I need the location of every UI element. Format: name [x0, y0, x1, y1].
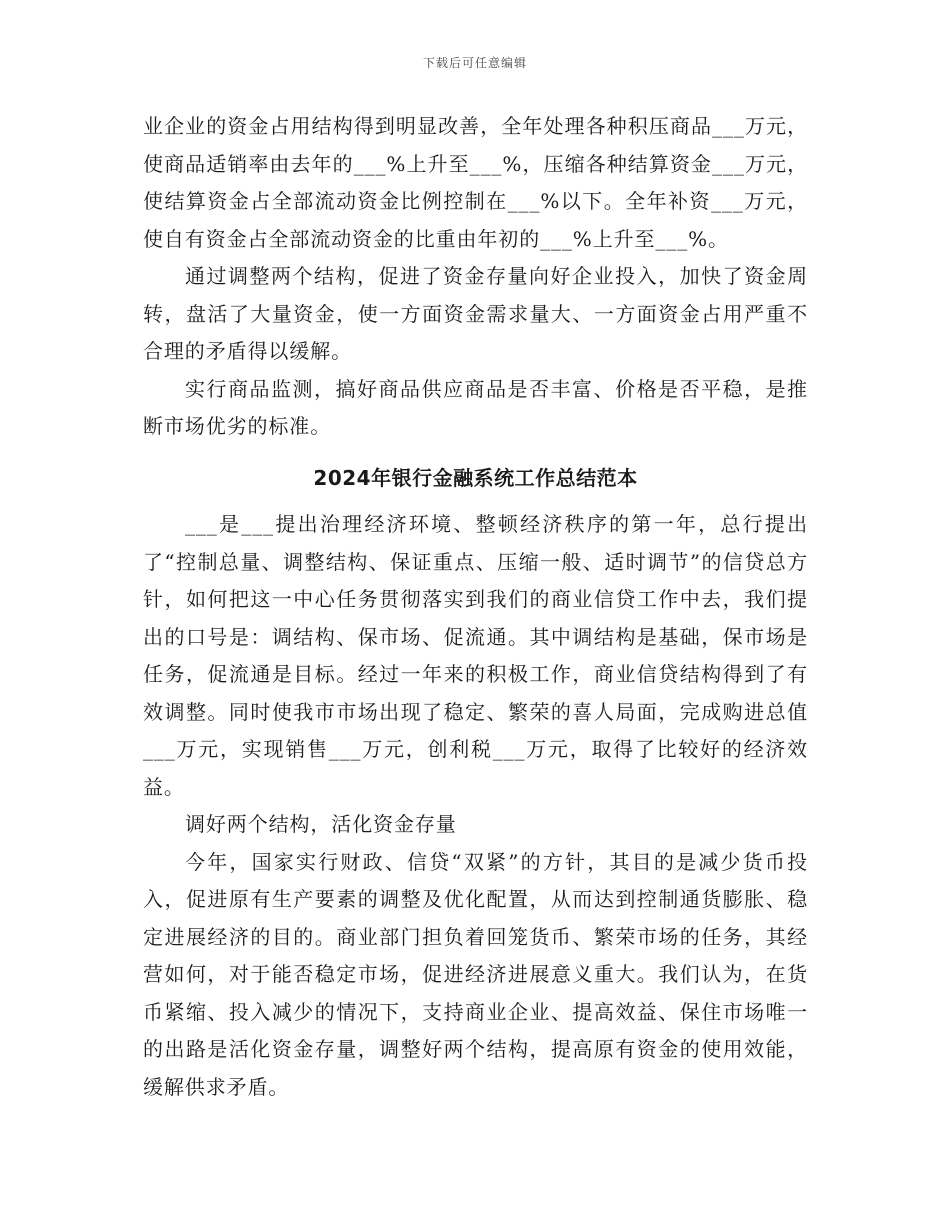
paragraph-3: 实行商品监测，搞好商品供应商品是否丰富、价格是否平稳，是推断市场优劣的标准。 — [143, 376, 808, 438]
document-body — [143, 108, 808, 1106]
section-heading: 调好两个结构，活化资金存量 — [185, 812, 457, 836]
paragraph-5: 今年，国家实行财政、信贷“双紧”的方针，其目的是减少货币投入，促进原有生产要素的调整及优化配置，从而达到控制通货膨胀、稳定进展经济的目的。商业部门担负着回笼货币、繁荣市场的任务，其经营如何，对于能否稳定市场，促进经济进展意义重大。我们认为，在货币紧缩、投入减少的情况下，支持商业企业、提高效益、保住市场唯一的出路是活化资金存量，调整好两个结构，提高原有资金的使用效能，缓解供求矛盾。 — [143, 849, 808, 1099]
paragraph-1: 业企业的资金占用结构得到明显改善，全年处理各种积压商品___万元，使商品适销率由去年的___%上升至___%，压缩各种结算资金___万元，使结算资金占全部流动资金比例控制在___%以下。全年补资___万元，使自有资金占全部流动资金的比重由年初的___%上升至___%。 — [143, 114, 808, 251]
page-header: 下载后可任意编辑 — [422, 56, 527, 70]
paragraph-2: 通过调整两个结构，促进了资金存量向好企业投入，加快了资金周转，盘活了大量资金，使一方面资金需求量大、一方面资金占用严重不合理的矛盾得以缓解。 — [143, 264, 808, 363]
paragraph-4: ___是___提出治理经济环境、整顿经济秩序的第一年，总行提出了“控制总量、调整结构、保证重点、压缩一般、适时调节”的信贷总方针，如何把这一中心任务贯彻落实到我们的商业信贷工作中去，我们提出的口号是：调结构、保市场、促流通。其中调结构是基础，保市场是任务，促流通是目标。经过一年来的积极工作，商业信贷结构得到了有效调整。同时使我市市场出现了稳定、繁荣的喜人局面，完成购进总值___万元，实现销售___万元，创利税___万元，取得了比较好的经济效益。 — [143, 512, 808, 799]
document-title: 2024年银行金融系统工作总结范本 — [313, 465, 638, 490]
